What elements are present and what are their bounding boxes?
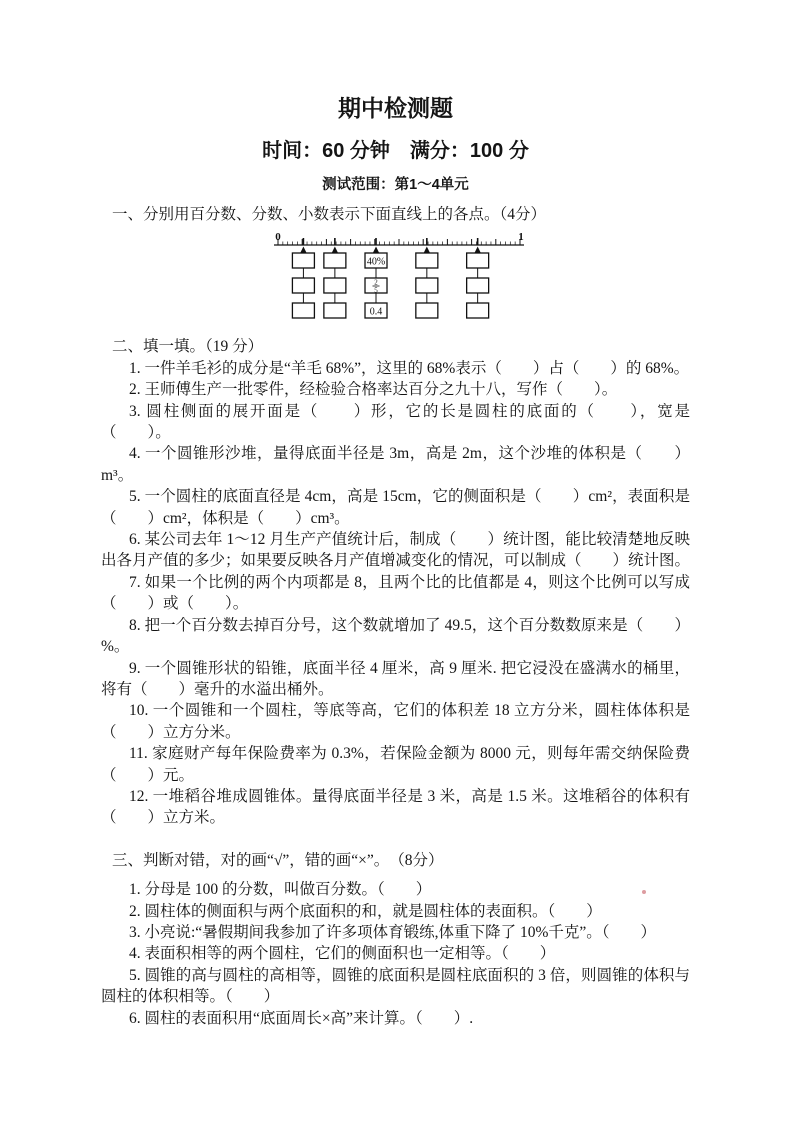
fill-item-12: 12. 一堆稻谷堆成圆锥体。量得底面半径是 3 米，高是 1.5 米。这堆稻谷的体积有（ ）立方米。 [101, 787, 690, 827]
svg-text:1: 1 [518, 231, 524, 244]
fill-item-10: 10. 一个圆锥和一个圆柱，等底等高，它们的体积差 18 立方分米，圆柱体体积是（ ）立方分米。 [101, 702, 690, 741]
fill-item-3: 3. 圆柱侧面的展开面是（ ）形，它的长是圆柱的底面的（ ），宽是（ ）。 [101, 402, 690, 442]
judge-item-4: 4. 表面积相等的两个圆柱，它们的侧面积也一定相等。（ ） [129, 945, 556, 963]
exam-scope: 测试范围：第1～4单元 [322, 177, 469, 193]
stray-mark [642, 890, 646, 894]
fill-item-1: 1. 一件羊毛衫的成分是“羊毛 68%”，这里的 68%表示（ ）占（ ）的 68%。 [129, 359, 690, 377]
svg-text:2: 2 [374, 278, 378, 287]
page-title: 期中检测题 [338, 95, 453, 121]
judge-item-3: 3. 小亮说:“暑假期间我参加了许多项体育锻练,体重下降了 10%千克”。（ ） [129, 923, 656, 941]
fill-item-4: 4. 一个圆锥形沙堆，量得底面半径是 3m，高是 2m，这个沙堆的体积是（ ）m³。 [101, 445, 690, 484]
svg-text:5: 5 [374, 286, 378, 295]
judge-item-1: 1. 分母是 100 的分数，叫做百分数。（ ） [129, 881, 432, 899]
judge-item-6: 6. 圆柱的表面积用“底面周长×高”来计算。（ ）. [129, 1009, 474, 1027]
fill-item-9: 9. 一个圆锥形状的铅锥，底面半径 4 厘米，高 9 厘米. 把它浸没在盛满水的桶里，将有（ ）毫升的水溢出桶外。 [101, 659, 690, 698]
section-one-heading: 一、分别用百分数、分数、小数表示下面直线上的各点。（4分） [112, 206, 547, 223]
fill-item-8: 8. 把一个百分数去掉百分号，这个数就增加了 49.5，这个百分数数原来是（ ）%。 [101, 616, 690, 656]
fill-item-11: 11. 家庭财产每年保险费率为 0.3%，若保险金额为 8000 元，则每年需交纳保险费（ ）元。 [101, 745, 690, 784]
fill-item-2: 2. 王师傅生产一批零件，经检验合格率达百分之九十八，写作（ ）。 [129, 381, 618, 399]
svg-text:40%: 40% [366, 256, 386, 268]
section-three-heading: 三、判断对错，对的画“√”，错的画“×”。 （8分） [112, 851, 444, 869]
fill-item-6: 6. 某公司去年 1～12 月生产产值统计后，制成（ ）统计图，能比较清楚地反映出各月产值的多少；如果要反映各月产值增减变化的情况，可以制成（ ）统计图。 [101, 531, 691, 570]
fill-item-7: 7. 如果一个比例的两个内项都是 8，且两个比的比值都是 4，则这个比例可以写成（ ）或（ ）。 [101, 573, 690, 613]
judge-item-2: 2. 圆柱体的侧面积与两个底面积的和，就是圆柱体的表面积。（ ） [129, 902, 602, 920]
fill-item-5: 5. 一个圆柱的底面直径是 4cm，高是 15cm，它的侧面积是（ ）cm²，表面积是（ ）cm²，体积是（ ）cm³。 [101, 488, 690, 527]
svg-text:0: 0 [275, 231, 281, 244]
svg-text:0.4: 0.4 [369, 306, 383, 318]
exam-time-score: 时间：60 分钟 满分：100 分 [262, 140, 529, 162]
judge-item-5: 5. 圆锥的高与圆柱的高相等，圆锥的底面积是圆柱底面积的 3 倍，则圆锥的体积与圆柱的体积相等。（ ） [101, 966, 690, 1006]
number-line-diagram [271, 228, 690, 322]
section-two-heading: 二、填一填。（19 分） [112, 338, 264, 356]
number-line-svg [271, 228, 531, 322]
